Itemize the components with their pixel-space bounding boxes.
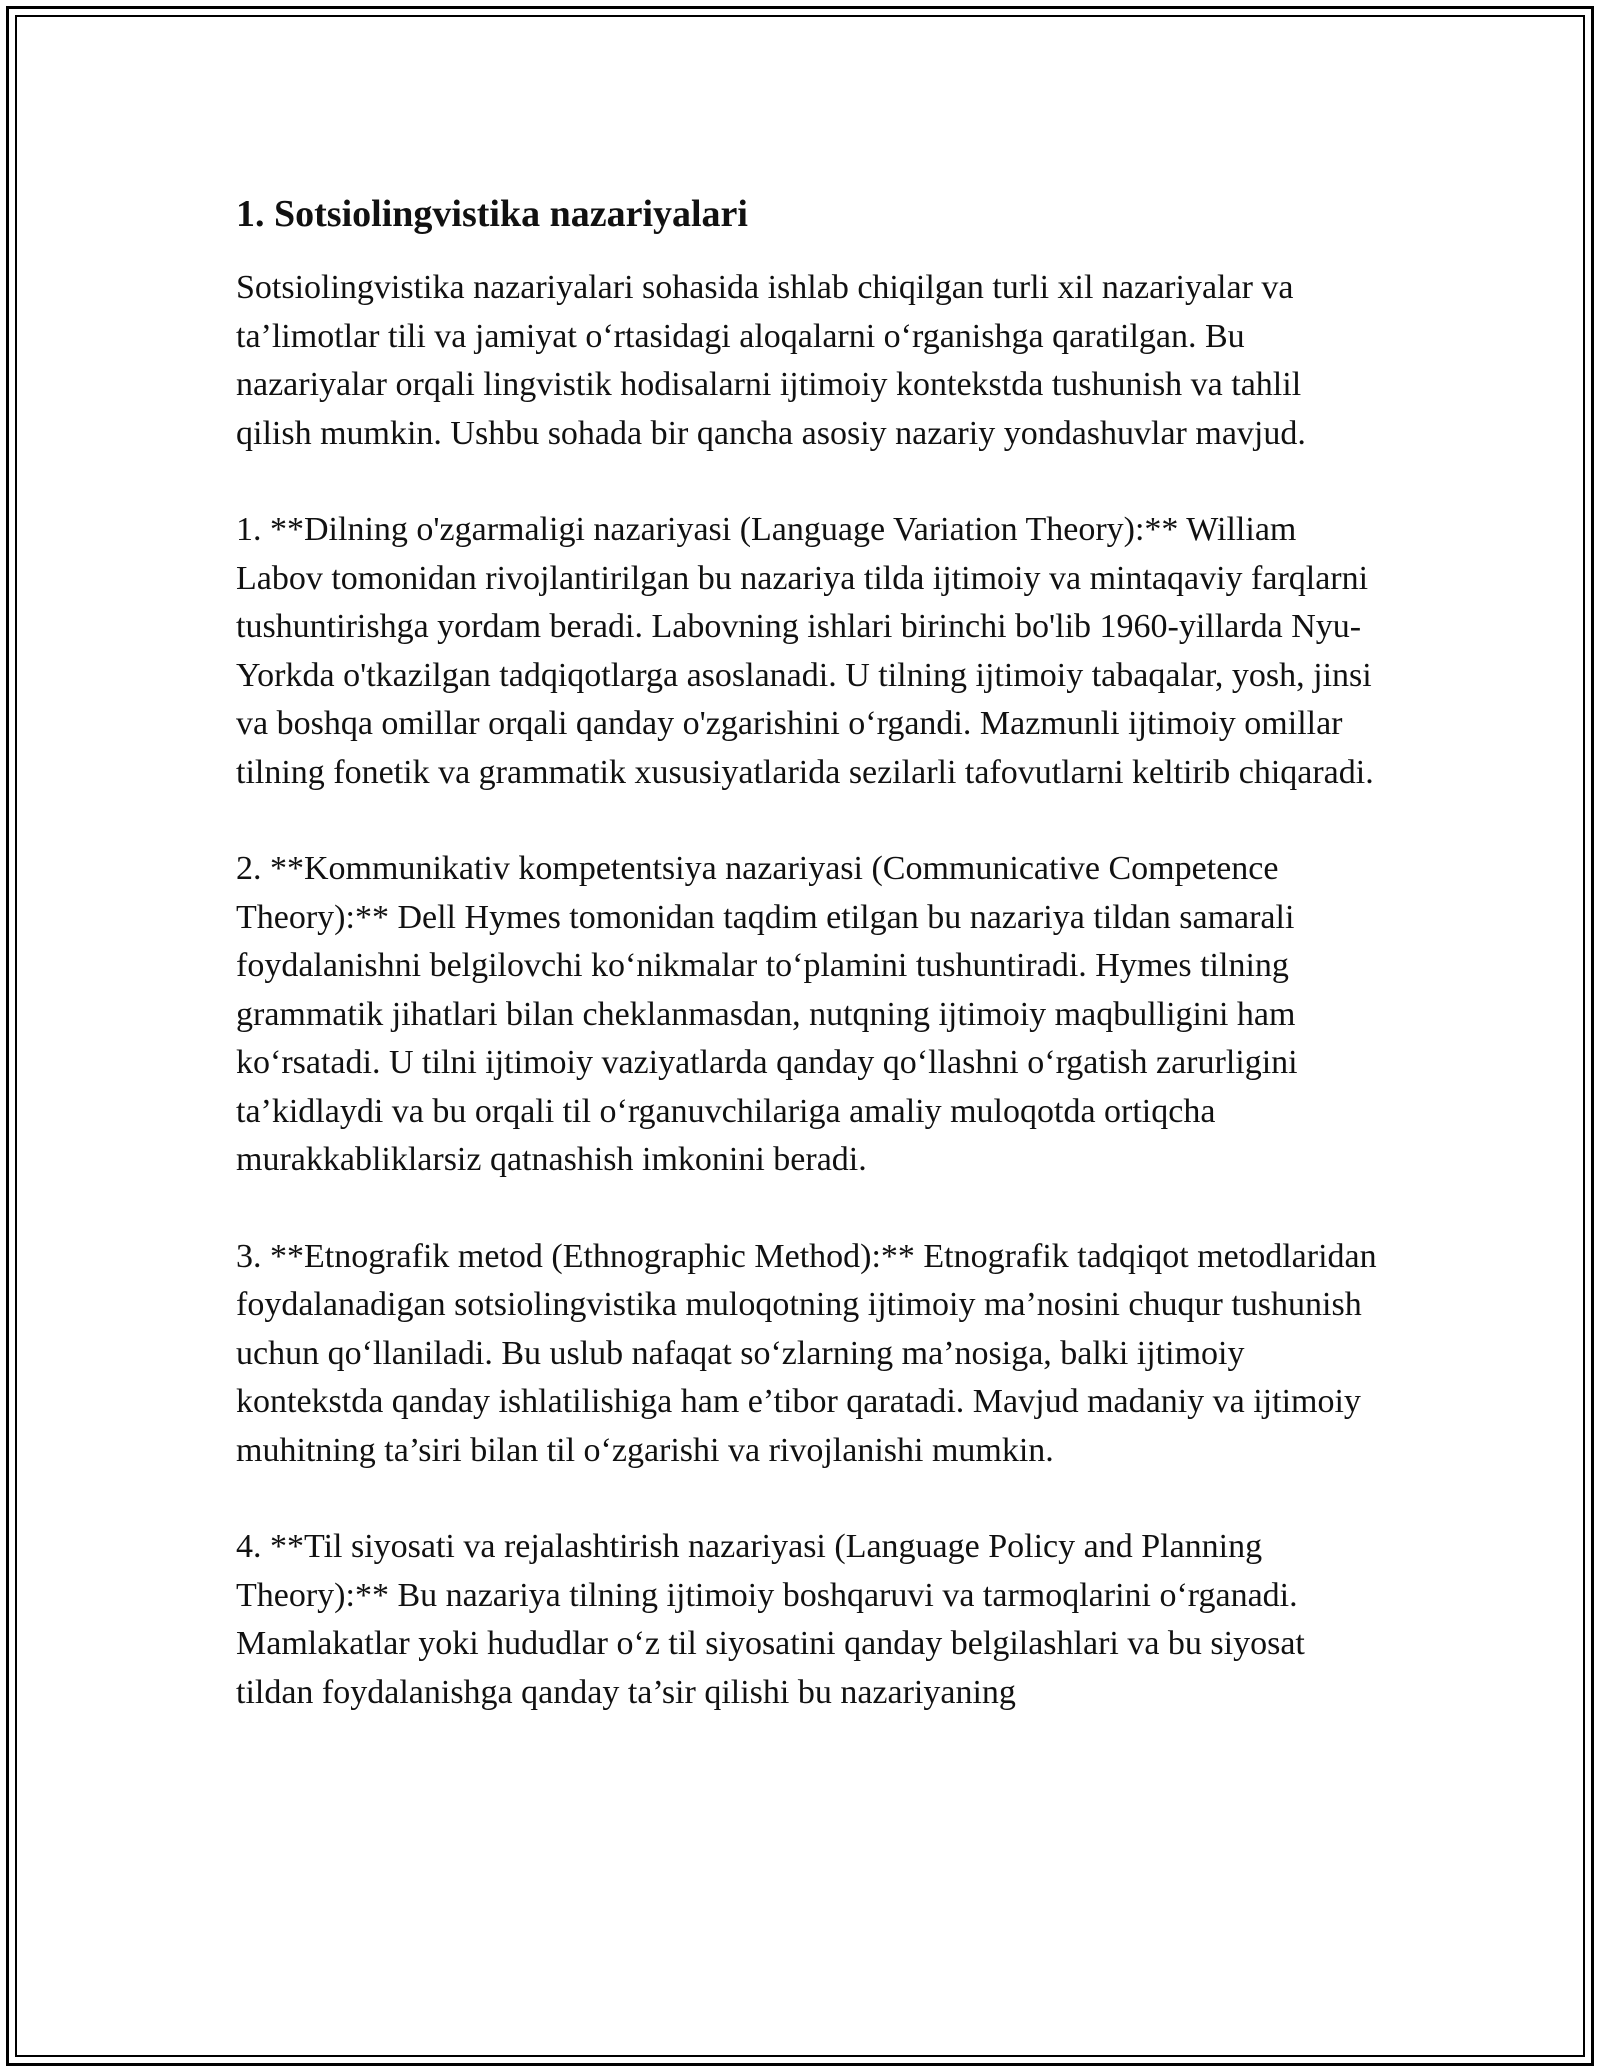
paragraph-language-variation: 1. **Dilning o'zgarmaligi nazariyasi (Language Variation Theory):** William Labov tomonidan rivojlantirilgan bu nazariya tilda ijtimoiy va mintaqaviy farqlarni tushuntirishga yordam beradi. Labovning ishlari birinchi bo'lib 1960-yillarda Nyu-Yorkda o'tkazilgan tadqiqotlarga asoslanadi. U tilning ijtimoiy tabaqalar, yosh, jinsi va boshqa omillar orqali qanday o'zgarishini o‘rgandi. Mazmunli ijtimoiy omillar tilning fonetik va grammatik xususiyatlarida sezilarli tafovutlarni keltirib chiqaradi. [236, 511, 1374, 791]
intro-paragraph: Sotsiolingvistika nazariyalari sohasida ishlab chiqilgan turli xil nazariyalar va ta’limotlar tili va jamiyat o‘rtasidagi aloqalarni o‘rganishga qaratilgan. Bu nazariyalar orqali lingvistik hodisalarni ijtimoiy kontekstda tushunish va tahlil qilish mumkin. Ushbu sohada bir qancha asosiy nazariy yondashuvlar mavjud. [236, 269, 1306, 452]
section-heading: 1. Sotsiolingvistika nazariyalari [236, 193, 748, 235]
paragraph-ethnographic-method: 3. **Etnografik metod (Ethnographic Method):** Etnografik tadqiqot metodlaridan foydalanadigan sotsiolingvistika muloqotning ijtimoiy ma’nosini chuqur tushunish uchun qo‘llaniladi. Bu uslub nafaqat so‘zlarning ma’nosiga, balki ijtimoiy kontekstda qanday ishlatilishiga ham e’tibor qaratadi. Mavjud madaniy va ijtimoiy muhitning ta’siri bilan til o‘zgarishi va rivojlanishi mumkin. [236, 1237, 1377, 1469]
paragraph-communicative-competence: 2. **Kommunikativ kompetentsiya nazariyasi (Communicative Competence Theory):** Dell Hymes tomonidan taqdim etilgan bu nazariya tildan samarali foydalanishni belgilovchi ko‘nikmalar to‘plamini tushuntiradi. Hymes tilning grammatik jihatlari bilan cheklanmasdan, nutqning ijtimoiy maqbulligini ham ko‘rsatadi. U tilni ijtimoiy vaziyatlarda qanday qo‘llashni o‘rgatish zarurligini ta’kidlaydi va bu orqali til o‘rganuvchilariga amaliy muloqotda ortiqcha murakkabliklarsiz qatnashish imkonini beradi. [236, 850, 1298, 1178]
document-body [236, 190, 1378, 1765]
paragraph-language-policy: 4. **Til siyosati va rejalashtirish nazariyasi (Language Policy and Planning Theory):** Bu nazariya tilning ijtimoiy boshqaruvi va tarmoqlarini o‘rganadi. Mamlakatlar yoki hududlar o‘z til siyosatini qanday belgilashlari va bu siyosat tildan foydalanishga qanday ta’sir qilishi bu nazariyaning [236, 1528, 1305, 1711]
